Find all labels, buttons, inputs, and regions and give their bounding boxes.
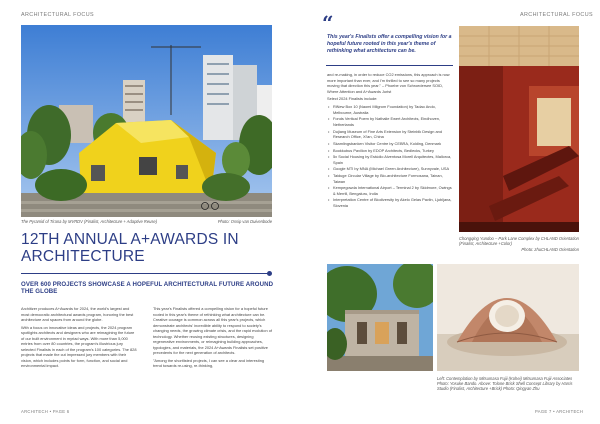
brick-shell-library-photo [437, 264, 579, 371]
left-page-footer: ARCHITECH • PAGE 6 [21, 409, 70, 414]
finalist-item: • 5x Social Housing by Estúdio Alventosa Morell Arquitectes, Mallorca, Spain [327, 154, 453, 165]
subheadline: OVER 600 PROJECTS SHOWCASE A HOPEFUL ARCHITECTURAL FUTURE AROUND THE GLOBE [21, 281, 274, 296]
body-paragraph: Architizer produces A+Awards for 2024, the world's largest and most democratic architectural awards program, honoring the best architecture and spaces from around the globe. [21, 306, 134, 322]
chongqing-photo-credit: Photo: zhuCHLAND Orientation [521, 247, 579, 252]
body-continuation: and re-making, in order to reduce CO2 emissions, this approach is now more important than ever, and I'm thrilled to see so many projects moving that direction this year." – Phoebe von Schroedersee SOID, Where Attention and A+Awards Jurist [327, 72, 450, 94]
finalist-item: • Skamlingsbanken Visitor Centre by CEBRA, Kolding, Denmark [327, 141, 453, 147]
finalist-item: • Interpretation Centre of Biodiversity by Akelo Gelas Pavlin, Ljubljana, Slovenia [327, 197, 453, 208]
left-column-body [21, 306, 138, 371]
contemplation-photo [327, 264, 433, 371]
middle-column-body [153, 306, 273, 371]
finalist-item: • Dujiang Museum of Fine Arts Extension by Steinblk Design and Research Office, Xi'an, China [327, 129, 453, 140]
right-page-header: ARCHITECTURAL FOCUS [520, 12, 593, 18]
finalist-item: • Fonds Vertical Poem by Nathalie Ewert Architects, Eindhoven, Netherlands [327, 116, 453, 127]
pyramid-photo-caption: The Pyramid of Tirana by MVRDV (Finalist, Architecture + Adaptive Reuse) [21, 219, 158, 224]
quote-mark-icon: “ [322, 11, 334, 35]
bottom-photos-caption: Left: Contemplation by Mitsumasa Fujii (Kohei) Mitsumasa Fujii Associates Photo: Yosuke Bando. Above: Tolone Brick Shell Concept Library by Harris Studio (Finalist, Architecture +Brick) Photo: Qingyan Zhu [437, 376, 573, 392]
right-page-footer: PAGE 7 • ARCHITECH [535, 409, 584, 414]
title-divider-dot [267, 271, 272, 276]
finalist-item: • Bookkubus Pavilion by EDOP Architects, Bedlecks, Turkey [327, 148, 453, 154]
body-paragraph: "Among the shortlisted projects, I can see a clear and interesting trend towards re-using, re-thinking, [153, 357, 265, 369]
chongqing-photo-caption: Chongqing Yundoo – Park Lane Complex by CHLAND Orientation (Finalist, Architecture +Color) [459, 236, 579, 247]
title-divider [21, 273, 269, 274]
pyramid-of-tirana-photo [21, 25, 272, 217]
pull-quote: This year's Finalists offer a compelling vision for a hopeful future rooted in this year's theme of rethinking what architecture can be. [327, 34, 452, 54]
finalists-intro: Select 2024 Finalists include: [327, 96, 378, 102]
finalist-item: • Google MTI by MNA (Michael Green Architecture), Sunnyvale, USA [327, 166, 453, 172]
finalist-item: • Taiduge Circular Village by Bio-architecture Formosana, Tainan, Taiwan [327, 173, 453, 184]
left-page-header: ARCHITECTURAL FOCUS [21, 12, 94, 18]
body-paragraph: With a focus on innovative ideas and projects, the 2024 program spotlights architects and designers who are reimagining the future of our built environment in myriad ways. With more than 5,000 entries from over 80 countries, the program's illustrious jury selected Finalists in each of the program's 100 categories. The 828 projects that made the cut impressed jury members with their vision, which includes points for form, function, and social and environmental impact. [21, 324, 137, 369]
right-column-body [327, 72, 453, 210]
finalist-item: • Kempegowda International Airport – Terminal 2 by Skidmore, Owings & Merrill, Bengaluru, India [327, 185, 453, 196]
page-title: 12TH ANNUAL A+AWARDS IN ARCHITECTURE [21, 231, 239, 265]
finalists-list [327, 104, 453, 208]
pyramid-photo-credit: Photo: Ossip van Duivenbode [217, 219, 272, 224]
quote-divider [326, 65, 453, 66]
body-paragraph: This year's Finalists offered a compelling vision for a hopeful future rooted in this year's theme of rethinking what architecture can be. Creative courage is common across all this year's projects, which demonstrate architects' incredible ability to respond to society's changing needs, the growing climate crisis, and the rapid evolution of technology. Whether reusing existing structures, designing regenerative environments, or reimagining building approaches, typologies, and materials, the 2024 A+Awards Finalists set positive precedents for the next generation of architects. [153, 306, 272, 355]
finalist-item: • RiNew Box 10 (Naomi Milgrom Foundation) by Tadao Ando, Melbourne, Australia [327, 104, 453, 115]
chongqing-interior-photo [459, 26, 579, 232]
